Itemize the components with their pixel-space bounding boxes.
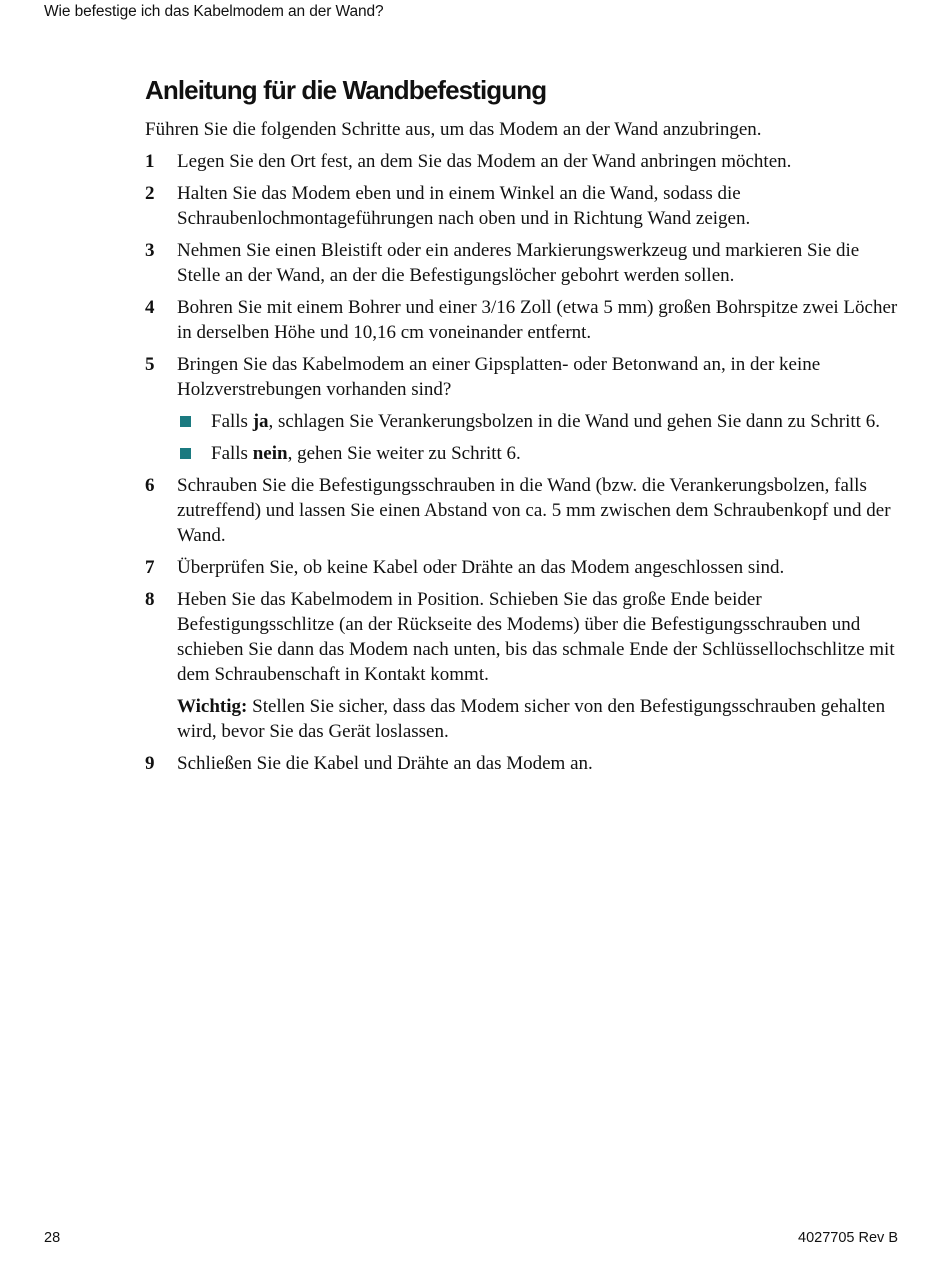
- step-8: [145, 587, 905, 744]
- step-5-options: [177, 409, 905, 466]
- step-number: 7: [145, 557, 155, 578]
- important-note: [177, 694, 905, 744]
- step-text: Halten Sie das Modem eben und in einem Winkel an die Wand, sodass die Schraubenlochmontageführungen nach oben und in Richtung Wand zeigen.: [177, 183, 751, 229]
- step-text: Nehmen Sie einen Bleistift oder ein anderes Markierungswerkzeug und markieren Sie die Stelle an der Wand, an der die Befestigungslöcher gebohrt werden sollen.: [177, 240, 860, 286]
- square-bullet-icon: [180, 416, 191, 427]
- step-text: Bringen Sie das Kabelmodem an einer Gipsplatten- oder Betonwand an, in der keine Holzverstrebungen vorhanden sind?: [177, 354, 821, 400]
- option-prefix: Falls: [211, 411, 253, 432]
- option-text: , schlagen Sie Verankerungsbolzen in die Wand und gehen Sie dann zu Schritt 6.: [268, 411, 880, 432]
- step-text: Heben Sie das Kabelmodem in Position. Schieben Sie das große Ende beider Befestigungsschlitze (an der Rückseite des Modems) über die Befestigungsschrauben und schieben Sie dann das Modem nach unten, bis das schmale Ende der Schlüssellochschlitze mit dem Schraubenschaft in Kontakt kommt.: [177, 589, 895, 685]
- option-yes: [177, 409, 905, 434]
- option-text: , gehen Sie weiter zu Schritt 6.: [287, 443, 521, 464]
- step-number: 3: [145, 240, 155, 261]
- note-label: Wichtig:: [177, 696, 248, 717]
- step-number: 6: [145, 475, 155, 496]
- step-text: Legen Sie den Ort fest, an dem Sie das Modem an der Wand anbringen möchten.: [177, 151, 792, 172]
- step-number: 5: [145, 354, 155, 375]
- step-5: [145, 352, 905, 466]
- step-text: Schrauben Sie die Befestigungsschrauben in die Wand (bzw. die Verankerungsbolzen, falls zutreffend) und lassen Sie einen Abstand von ca. 5 mm zwischen dem Schraubenkopf und der Wand.: [177, 475, 891, 546]
- step-text: Überprüfen Sie, ob keine Kabel oder Drähte an das Modem angeschlossen sind.: [177, 557, 785, 578]
- intro-text: Führen Sie die folgenden Schritte aus, um das Modem an der Wand anzubringen.: [145, 119, 762, 140]
- step-text: Bohren Sie mit einem Bohrer und einer 3/16 Zoll (etwa 5 mm) großen Bohrspitze zwei Löcher in derselben Höhe und 10,16 cm voneinander entfernt.: [177, 297, 898, 343]
- step-4: [145, 295, 905, 345]
- step-9: [145, 751, 905, 776]
- step-number: 2: [145, 183, 155, 204]
- running-header: Wie befestige ich das Kabelmodem an der Wand?: [44, 3, 384, 20]
- note-text: Stellen Sie sicher, dass das Modem sicher von den Befestigungsschrauben gehalten wird, bevor Sie das Gerät loslassen.: [177, 696, 886, 742]
- steps-list: [145, 149, 905, 776]
- step-number: 9: [145, 753, 155, 774]
- step-7: [145, 555, 905, 580]
- step-3: [145, 238, 905, 288]
- option-keyword: ja: [252, 411, 269, 432]
- section-title: Anleitung für die Wandbefestigung: [145, 75, 547, 105]
- step-number: 8: [145, 589, 155, 610]
- step-6: [145, 473, 905, 548]
- step-2: [145, 181, 905, 231]
- option-keyword: nein: [252, 443, 288, 464]
- document-id: 4027705 Rev B: [798, 1230, 898, 1246]
- option-prefix: Falls: [211, 443, 253, 464]
- step-1: [145, 149, 905, 174]
- step-text: Schließen Sie die Kabel und Drähte an das Modem an.: [177, 753, 593, 774]
- square-bullet-icon: [180, 448, 191, 459]
- option-no: [177, 441, 905, 466]
- page-number: 28: [44, 1230, 61, 1246]
- step-number: 4: [145, 297, 155, 318]
- step-number: 1: [145, 151, 155, 172]
- document-body: [145, 74, 905, 783]
